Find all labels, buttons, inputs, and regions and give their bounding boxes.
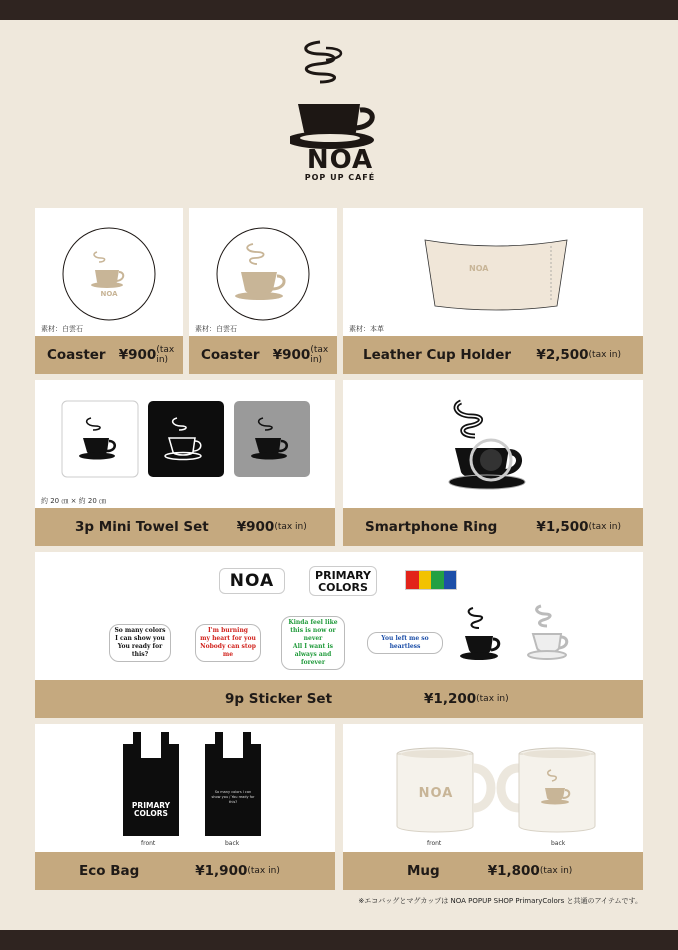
sticker-line: Nobody can stop me xyxy=(200,643,256,658)
sticker-text-1 xyxy=(109,624,171,662)
product-price: ¥900 xyxy=(236,519,275,535)
towel-gray-image xyxy=(233,400,311,478)
mug-back-image xyxy=(495,746,599,836)
sticker-noa-logo: NOA xyxy=(219,568,285,594)
tax-text: (tax in) xyxy=(588,522,621,532)
tax-text: (tax in) xyxy=(247,866,280,876)
sticker-color-bars xyxy=(405,570,457,590)
brand-name: NOA xyxy=(306,145,374,175)
coaster-image xyxy=(215,226,311,322)
product-coaster-white[interactable] xyxy=(35,208,183,374)
tax-text: (tax in) xyxy=(588,350,621,360)
bag-colors-line: COLORS xyxy=(134,809,168,818)
front-caption: front xyxy=(141,840,156,847)
back-caption: back xyxy=(551,840,566,847)
sticker-line: You left me so heartless xyxy=(381,635,429,650)
product-name: 9p Sticker Set xyxy=(225,691,333,707)
product-leather-cup-holder[interactable] xyxy=(343,208,643,374)
cup-holder-image xyxy=(421,236,571,312)
top-bar xyxy=(0,0,678,20)
sticker-line: So many colors xyxy=(114,627,166,634)
label-bar xyxy=(35,680,643,718)
tax-text: (tax in) xyxy=(310,345,329,365)
front-caption: front xyxy=(427,840,442,847)
product-name: Eco Bag xyxy=(79,863,140,879)
smartphone-ring-image xyxy=(447,394,537,494)
product-name: Coaster xyxy=(201,347,260,363)
product-coaster-beige[interactable] xyxy=(189,208,337,374)
product-price: ¥2,500 xyxy=(536,347,589,363)
product-price: ¥900 xyxy=(272,347,311,363)
svg-text:NOA: NOA xyxy=(100,290,118,298)
sticker-line: You ready for this? xyxy=(117,643,163,658)
label-bar xyxy=(343,508,643,546)
sticker-text-3 xyxy=(281,616,345,670)
label-bar xyxy=(189,336,337,374)
sticker-clear-cup-icon xyxy=(527,602,575,664)
product-name: 3p Mini Towel Set xyxy=(75,519,209,535)
size-text: 約 20 ㎝ × 約 20 ㎝ xyxy=(41,497,107,505)
mug-print: NOA xyxy=(418,786,454,801)
label-bar xyxy=(35,508,335,546)
sticker-text-2 xyxy=(195,624,261,662)
footnote: ※エコバッグとマグカップは NOA POPUP SHOP PrimaryColors と共通のアイテムです。 xyxy=(358,897,642,905)
label-bar xyxy=(35,852,335,890)
sticker-line: Kinda feel like xyxy=(288,619,338,626)
product-price: ¥1,200 xyxy=(424,691,477,707)
coaster-image xyxy=(61,226,157,322)
product-name: Mug xyxy=(407,863,440,879)
sticker-line: always and forever xyxy=(294,651,332,666)
color-bar-red xyxy=(406,571,419,589)
product-eco-bag[interactable] xyxy=(35,724,335,890)
sticker-black-cup-icon xyxy=(459,604,507,664)
product-name: Leather Cup Holder xyxy=(363,347,512,363)
tax-text: (tax in) xyxy=(476,694,509,704)
back-caption: back xyxy=(225,840,240,847)
product-price: ¥900 xyxy=(118,347,157,363)
cup-holder-print: NOA xyxy=(469,264,489,273)
towel-white-image xyxy=(61,400,139,478)
tax-text: (tax in) xyxy=(274,522,307,532)
eco-bag-primary-text xyxy=(129,802,173,818)
label-bar xyxy=(343,336,643,374)
product-sticker-set[interactable] xyxy=(35,552,643,718)
product-price: ¥1,900 xyxy=(195,863,248,879)
sticker-line: my heart for you xyxy=(200,635,256,642)
material-text: 素材：白雲石 xyxy=(195,325,237,333)
color-bar-yellow xyxy=(419,571,432,589)
brand-subtitle: POP UP CAFÉ xyxy=(304,173,376,182)
tax-text: (tax in) xyxy=(539,866,573,876)
eco-bag-back-text: So many colors I can show you / You ready for this? xyxy=(211,790,255,804)
sticker-text-4 xyxy=(367,632,443,654)
product-smartphone-ring[interactable] xyxy=(343,380,643,546)
product-mini-towel-set[interactable] xyxy=(35,380,335,546)
product-mug[interactable] xyxy=(343,724,643,890)
sticker-primary-text: PRIMARY xyxy=(315,569,371,582)
color-bar-green xyxy=(431,571,444,589)
color-bar-blue xyxy=(444,571,457,589)
bag-primary-line: PRIMARY xyxy=(131,801,171,810)
towel-black-image xyxy=(147,400,225,478)
product-name: Smartphone Ring xyxy=(365,519,498,535)
sticker-primary-colors xyxy=(309,566,377,596)
eco-bag-front-image xyxy=(121,730,181,838)
tax-text: (tax in) xyxy=(156,345,175,365)
sticker-line: this is now or never xyxy=(290,627,336,642)
brand xyxy=(250,145,430,182)
sticker-line: All I want is xyxy=(292,643,334,650)
product-price: ¥1,800 xyxy=(487,863,540,879)
product-name: Coaster xyxy=(47,347,106,363)
material-text: 素材：白雲石 xyxy=(41,325,83,333)
bottom-bar xyxy=(0,930,678,950)
product-price: ¥1,500 xyxy=(536,519,589,535)
sticker-colors-text: COLORS xyxy=(318,581,368,594)
sticker-line: I'm burning xyxy=(208,627,248,634)
material-text: 素材：本革 xyxy=(349,325,384,333)
label-bar xyxy=(343,852,643,890)
sticker-line: I can show you xyxy=(115,635,165,642)
eco-bag-back-image xyxy=(203,730,263,838)
label-bar xyxy=(35,336,183,374)
